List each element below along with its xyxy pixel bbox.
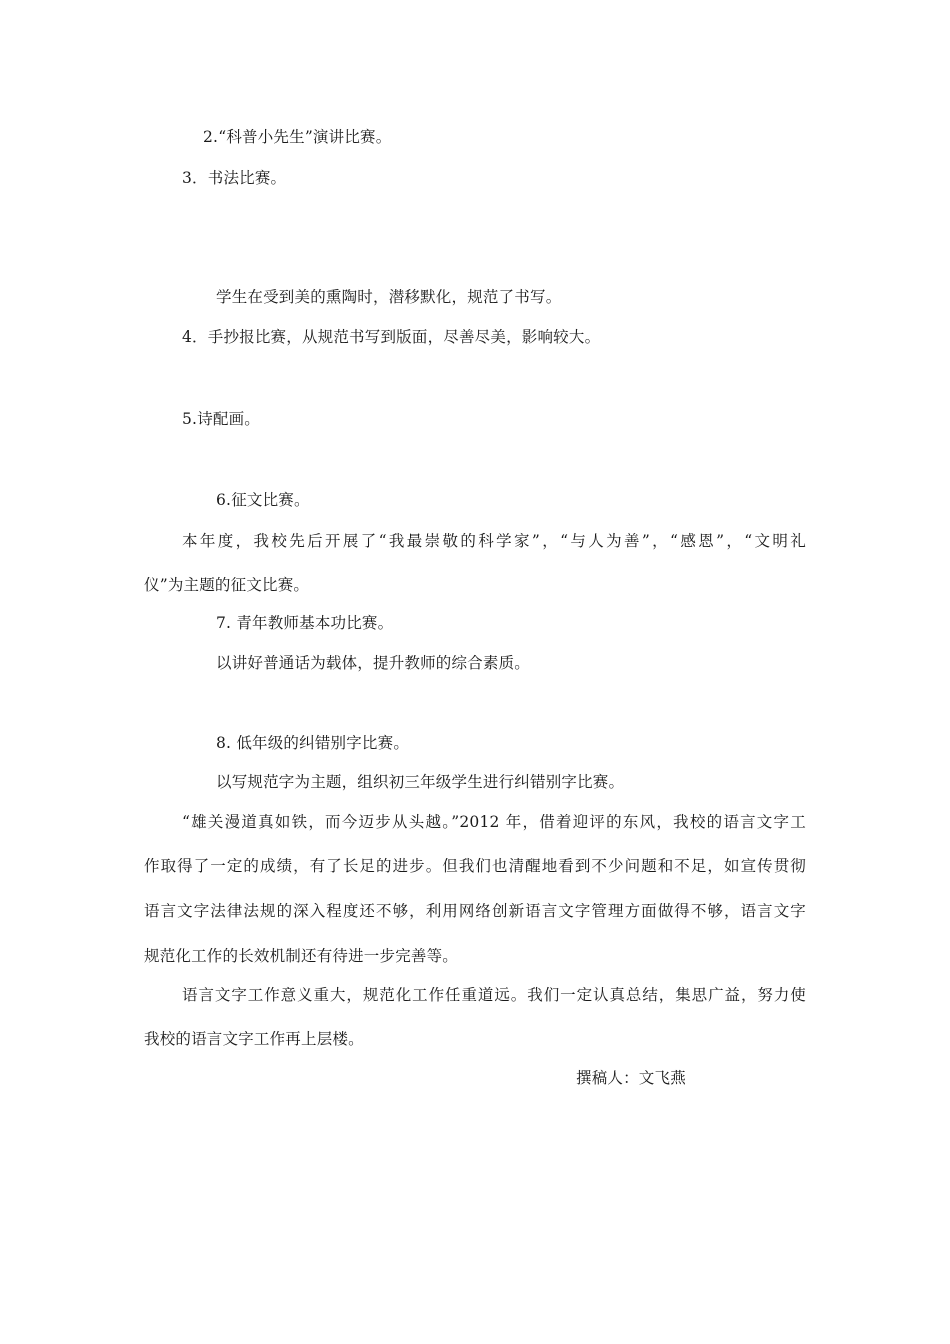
item-7-heading: 7. 青年教师基本功比赛。: [216, 614, 394, 632]
item-8-heading: 8. 低年级的纠错别字比赛。: [216, 734, 410, 752]
item-4-heading: 4．手抄报比赛，从规范书写到版面，尽善尽美，影响较大。: [182, 328, 601, 346]
item-6-description-line-1: 本年度，我校先后开展了“我最崇敬的科学家”，“与人为善”，“感恩”，“文明礼: [182, 532, 806, 550]
item-5-heading: 5.诗配画。: [182, 410, 260, 428]
summary-paragraph-1-line-3: 语言文字法律法规的深入程度还不够，利用网络创新语言文字管理方面做得不够，语言文字: [144, 902, 806, 920]
summary-paragraph-2-line-1: 语言文字工作意义重大，规范化工作任重道远。我们一定认真总结，集思广益，努力使: [182, 986, 806, 1004]
summary-paragraph-1-line-2: 作取得了一定的成绩，有了长足的进步。但我们也清醒地看到不少问题和不足，如宣传贯彻: [144, 857, 806, 875]
item-2-heading: 2.“科普小先生”演讲比赛。: [203, 128, 392, 146]
summary-paragraph-2-line-2: 我校的语言文字工作再上层楼。: [144, 1030, 364, 1048]
item-6-heading: 6.征文比赛。: [216, 491, 310, 509]
author-signature: 撰稿人：文飞燕: [576, 1069, 686, 1087]
item-3-heading: 3．书法比赛。: [182, 169, 287, 187]
item-7-description: 以讲好普通话为载体，提升教师的综合素质。: [216, 654, 531, 672]
item-3-description: 学生在受到美的熏陶时，潜移默化，规范了书写。: [216, 288, 562, 306]
summary-paragraph-1-line-1: “雄关漫道真如铁，而今迈步从头越。”2012 年，借着迎评的东风，我校的语言文字工: [182, 813, 806, 831]
item-6-description-line-2: 仪”为主题的征文比赛。: [144, 576, 310, 594]
item-8-description: 以写规范字为主题，组织初三年级学生进行纠错别字比赛。: [216, 773, 625, 791]
summary-paragraph-1-line-4: 规范化工作的长效机制还有待进一步完善等。: [144, 947, 459, 965]
